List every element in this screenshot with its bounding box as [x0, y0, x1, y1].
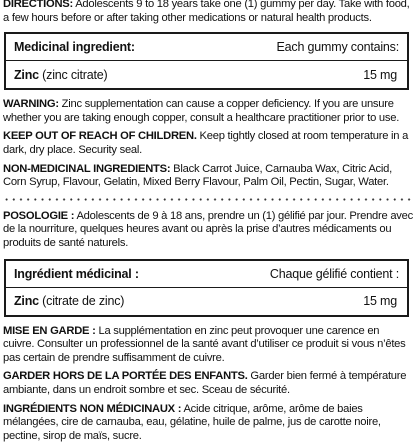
- non-medicinaux-text: Acide citrique, arôme, arôme de baies mélangées, cire de carnauba, eau, gélatine, huile de palme, jus de carotte noire, pectine, sirop de maïs, sucre.: [3, 402, 381, 442]
- ingredient-bold-fr: Zinc: [14, 294, 39, 309]
- dotted-divider: [3, 198, 413, 201]
- table-row: [6, 61, 407, 88]
- posologie-paragraph: [3, 210, 413, 251]
- keep-out-label: KEEP OUT OF REACH OF CHILDREN.: [3, 130, 197, 143]
- ingredient-name: [14, 68, 107, 82]
- table-header-row-fr: [6, 261, 407, 288]
- garder-label: GARDER HORS DE LA PORTÉE DES ENFANTS.: [3, 370, 248, 383]
- posologie-text: Adolescents de 9 à 18 ans, prendre un (1) gélifié par jour. Prendre avec de la nourriture, quelques heures avant ou après la prise d’autres médicaments ou produits de santé naturels.: [3, 209, 413, 249]
- non-medicinal-label: NON-MEDICINAL INGREDIENTS:: [3, 162, 171, 175]
- directions-label: DIRECTIONS:: [3, 0, 73, 10]
- keep-out-paragraph: [3, 130, 413, 157]
- ingredient-name-fr: [14, 294, 124, 308]
- non-medicinal-paragraph: [3, 163, 413, 190]
- ingredient-detail-fr: (citrate de zinc): [38, 294, 125, 309]
- non-medicinaux-label: INGRÉDIENTS NON MÉDICINAUX :: [3, 402, 182, 415]
- warning-label: WARNING:: [3, 98, 59, 111]
- warning-paragraph: [3, 98, 413, 125]
- mise-en-garde-text: La supplémentation en zinc peut provoquer une carence en cuivre. Consulter un professionnel de la santé avant d’utiliser ce produit si vous n’êtes pas certain de prendre suffisamment de cuivre.: [3, 324, 406, 364]
- warning-text: Zinc supplementation can cause a copper deficiency. If you are unsure whether you are taking enough copper, consult a healthcare practitioner prior to use.: [3, 98, 400, 124]
- ingredient-detail: (zinc citrate): [38, 67, 108, 82]
- non-medicinal-text: Black Carrot Juice, Carnauba Wax, Citric Acid, Corn Syrup, Flavour, Gelatin, Mixed Berry Flavour, Palm Oil, Pectin, Sugar, Water.: [3, 162, 392, 189]
- non-medicinaux-paragraph: [3, 403, 413, 444]
- ingredient-amount-fr: 15 mg: [363, 294, 397, 309]
- table-header-row: [6, 34, 407, 61]
- medicinal-ingredient-table: [4, 32, 409, 90]
- directions-text: Adolescents 9 to 18 years take one (1) gummy per day. Take with food, a few hours before or after taking other medications or natural health products.: [3, 0, 410, 24]
- ingredient-bold: Zinc: [14, 67, 39, 82]
- garder-paragraph: [3, 370, 413, 397]
- posologie-label: POSOLOGIE :: [3, 209, 75, 222]
- keep-out-text: Keep tightly closed at room temperature in a dark, dry place. Security seal.: [3, 130, 409, 156]
- table-header-left: Medicinal ingredient:: [14, 40, 135, 55]
- directions-paragraph: [3, 0, 413, 25]
- table-header-left-fr: Ingrédient médicinal :: [14, 266, 139, 281]
- ingredient-medicinal-table: [4, 259, 409, 317]
- table-row: [6, 288, 407, 315]
- mise-en-garde-paragraph: [3, 325, 413, 366]
- mise-en-garde-label: MISE EN GARDE :: [3, 324, 96, 337]
- table-header-right: Each gummy contains:: [276, 40, 399, 55]
- table-header-right-fr: Chaque gélifié contient :: [269, 266, 399, 281]
- ingredient-amount: 15 mg: [363, 67, 397, 82]
- garder-text: Garder bien fermé à température ambiante, dans un endroit sombre et sec. Sceau de sécurité.: [3, 370, 407, 396]
